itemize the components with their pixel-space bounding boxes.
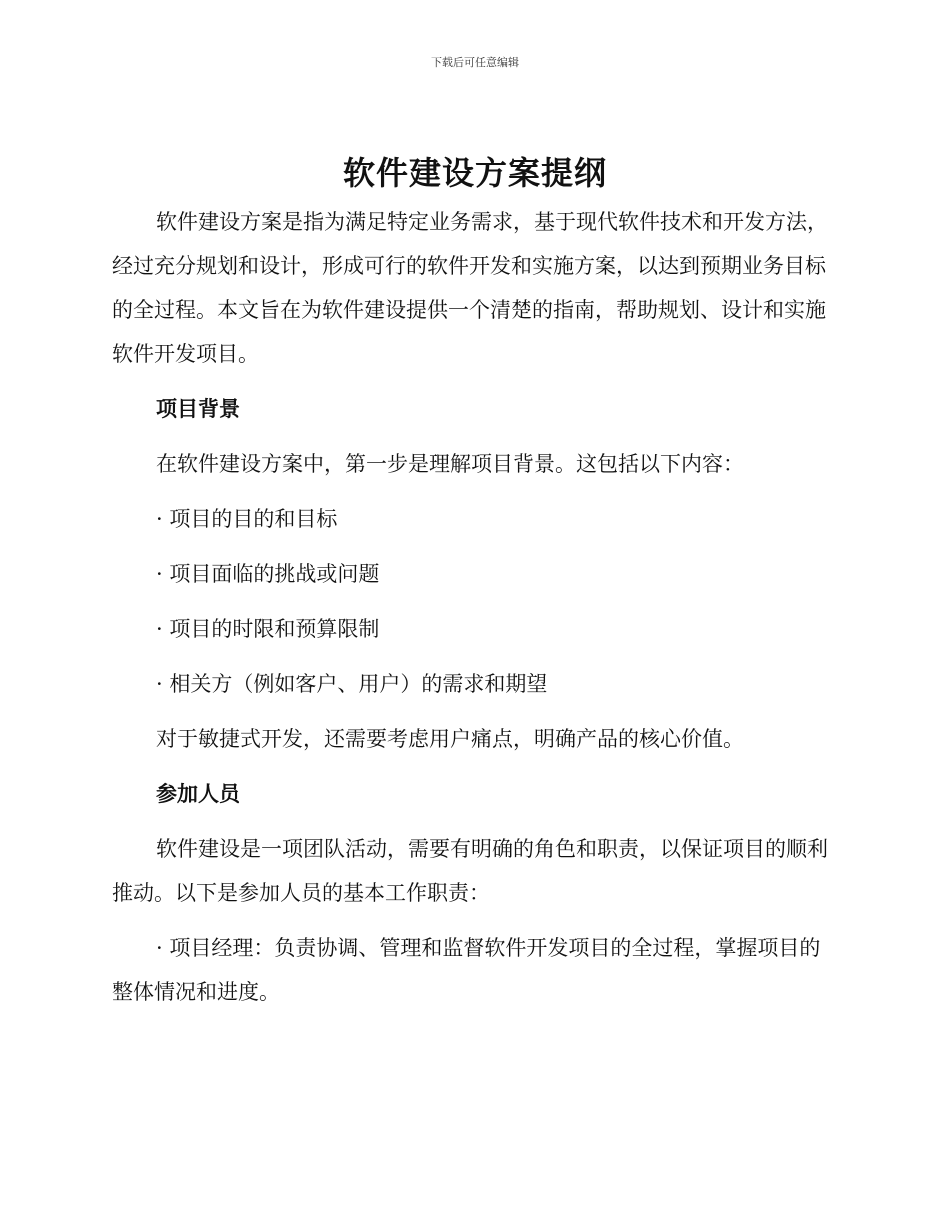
- page-header-note: 下载后可任意编辑: [431, 56, 519, 69]
- background-lead-paragraph: 在软件建设方案中，第一步是理解项目背景。这包括以下内容：: [156, 452, 744, 476]
- document-body: [112, 200, 836, 1014]
- section-heading-background: 项目背景: [156, 397, 240, 421]
- bullet-item: · 项目面临的挑战或问题: [156, 562, 380, 586]
- background-note-paragraph: 对于敏捷式开发，还需要考虑用户痛点，明确产品的核心价值。: [156, 727, 744, 751]
- bullet-item: · 项目的时限和预算限制: [156, 617, 380, 641]
- participants-lead-paragraph: 软件建设是一项团队活动，需要有明确的角色和职责，以保证项目的顺利推动。以下是参加人员的基本工作职责：: [112, 837, 828, 905]
- bullet-item: · 项目经理：负责协调、管理和监督软件开发项目的全过程，掌握项目的整体情况和进度。: [112, 936, 821, 1004]
- bullet-item: · 相关方（例如客户、用户）的需求和期望: [156, 672, 548, 696]
- section-heading-participants: 参加人员: [156, 782, 240, 806]
- intro-paragraph: 软件建设方案是指为满足特定业务需求，基于现代软件技术和开发方法，经过充分规划和设计，形成可行的软件开发和实施方案，以达到预期业务目标的全过程。本文旨在为软件建设提供一个清楚的指南，帮助规划、设计和实施软件开发项目。: [112, 210, 828, 366]
- bullet-item: · 项目的目的和目标: [156, 507, 338, 531]
- document-title: 软件建设方案提纲: [342, 154, 607, 192]
